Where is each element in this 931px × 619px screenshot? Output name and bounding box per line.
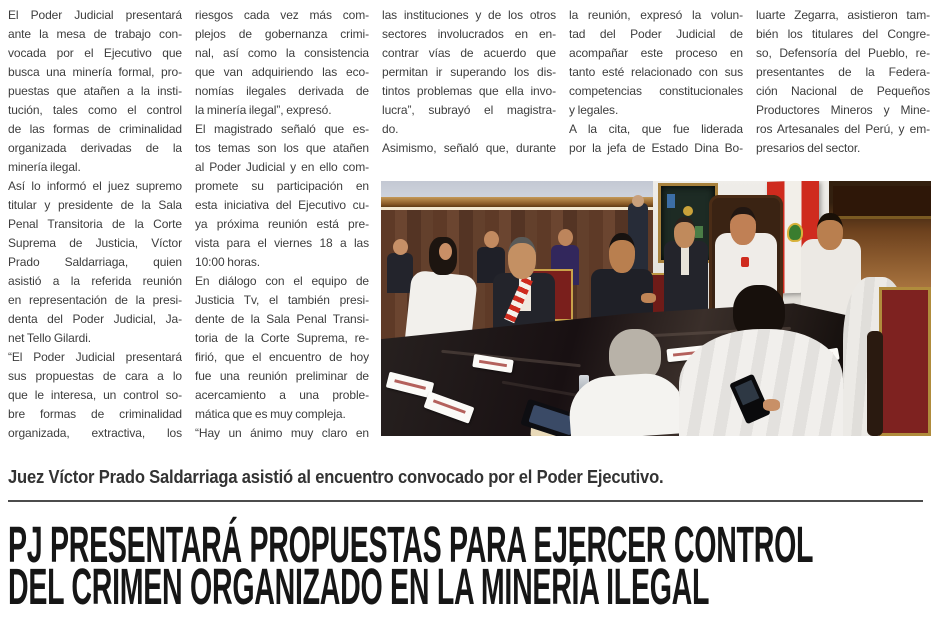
article-line: dente de la Sala Penal Transi-: [195, 312, 369, 326]
article-line: la minería ilegal”, expresó.: [195, 103, 332, 117]
article-line: tintos problemas que ella invo-: [382, 84, 556, 98]
article-line: al Poder Judicial y en ello com-: [195, 160, 369, 174]
article-line: Así lo informó el juez supremo: [8, 179, 182, 193]
article-line: en representación de la presi-: [8, 293, 182, 307]
article-line: organizada derivadas de la: [8, 141, 182, 155]
article-line: luarte Zegarra, asistieron tam-: [756, 8, 930, 22]
article-line: bién los titulares del Congre-: [756, 27, 930, 41]
article-line: 10:00 horas.: [195, 255, 261, 269]
article-line: ante la mesa de trabajo con-: [8, 27, 182, 41]
headline-line-2: DEL CRIMEN ORGANIZADO EN LA MINERÍA ILEGAL: [8, 558, 710, 615]
article-line: permitan ir superando los dis-: [382, 65, 556, 79]
article-line: ya próxima reunión está pre-: [195, 217, 369, 231]
article-line: promete su participación en: [195, 179, 369, 193]
article-column-1: [8, 6, 182, 443]
article-line: titular y presidente de la Sala: [8, 198, 182, 212]
article-line: ros Artesanales del Perú, y em-: [756, 122, 930, 136]
chair-wood-arm: [867, 331, 883, 436]
article-column-2: [195, 6, 369, 443]
article-line: tad del Poder Judicial de: [569, 27, 743, 41]
article-line: las instituciones y de los otros: [382, 8, 556, 22]
flag-coat-of-arms: [787, 223, 803, 243]
article-line: vocada por el Ejecutivo que: [8, 46, 182, 60]
article-line: Suprema de Justicia, Víctor: [8, 236, 182, 250]
attendee-head: [558, 229, 573, 246]
article-line: “Hay un ánimo muy claro en: [195, 426, 369, 440]
article-line: “El Poder Judicial presentará: [8, 350, 182, 364]
foreground-puffer-jacket: [679, 329, 843, 436]
article-line: sectores involucrados en en-: [382, 27, 556, 41]
gesturing-attendee-head: [609, 233, 635, 273]
article-line: so, Defensoría del Pueblo, re-: [756, 46, 930, 60]
article-line: presarios del sector.: [756, 141, 861, 155]
security-guard-head: [632, 195, 644, 207]
article-line: por la jefa de Estado Dina Bo-: [569, 141, 743, 155]
article-line: que van adquiriendo las eco-: [195, 65, 369, 79]
article-line: Productores Mineros y Mine-: [756, 103, 930, 117]
article-line: net Tello Gilardi.: [8, 331, 92, 345]
article-line: lucra”, subrayó el magistra-: [382, 103, 556, 117]
article-line: busca una minería formal, pro-: [8, 65, 182, 79]
article-column-3: [382, 6, 556, 158]
woman-face: [439, 243, 452, 260]
hand: [763, 399, 780, 411]
article-line: acercamiento a una proble-: [195, 388, 369, 402]
article-line: nomías ilegales derivada de: [195, 84, 369, 98]
article-line: presentantes de la Federa-: [756, 65, 930, 79]
article-line: mática que es muy compleja.: [195, 407, 346, 421]
article-line: A la cita, que fue liderada: [569, 122, 743, 136]
article-line: contrar vías de acuerdo que: [382, 46, 556, 60]
suited-attendee-shirt: [681, 245, 689, 275]
article-line: sus propuestas de cara a lo: [8, 369, 182, 383]
article-line: En diálogo con el equipo de: [195, 274, 369, 288]
article-line: Penal Transitoria de la Corte: [8, 217, 182, 231]
headline-line-1: PJ PRESENTARÁ PROPUESTAS PARA EJERCER CONTROL: [8, 516, 814, 573]
article-line: do.: [382, 122, 399, 136]
article-line: riesgos cada vez más com-: [195, 8, 369, 22]
article-line: fue una reunión preliminar de: [195, 369, 369, 383]
article-line: nal, así como la consistencia: [195, 46, 369, 60]
article-column-4: [569, 6, 743, 158]
article-line: vista para el viernes 18 a las: [195, 236, 369, 250]
meeting-photo: [381, 181, 931, 436]
article-line: Justicia Tv, el también presi-: [195, 293, 369, 307]
article-line: asistió a la referida reunión: [8, 274, 182, 288]
suited-attendee-head: [674, 217, 695, 248]
article-line: minería ilegal.: [8, 160, 81, 174]
article-line: firió, que el encuentro de hoy: [195, 350, 369, 364]
article-line: la reunión, expresó la volun-: [569, 8, 743, 22]
article-line: Prado Saldarriaga, quien: [8, 255, 182, 269]
article-line: ción Nacional de Pequeños: [756, 84, 930, 98]
article-line: esta iniciativa del Ejecutivo cu-: [195, 198, 369, 212]
article-line: tanto esté relacionado con sus: [569, 65, 743, 79]
article-line: El magistrado señaló que es-: [195, 122, 369, 136]
white-jacket-attendee-head: [817, 213, 843, 250]
ornate-red-chair: [879, 287, 931, 436]
article-line: que le interesa, un control so-: [8, 388, 182, 402]
article-column-5: [756, 6, 930, 158]
article-line: Asimismo, señaló que, durante: [382, 141, 556, 155]
article-line: tos temas son los que atañen: [195, 141, 369, 155]
article-line: El Poder Judicial presentará: [8, 8, 182, 22]
article-line: competencias constitucionales: [569, 84, 743, 98]
article-line: plejos de gobernanza crimi-: [195, 27, 369, 41]
headline: [8, 516, 931, 615]
photo-caption: Juez Víctor Prado Saldarriaga asistió al encuentro convocado por el Poder Ejecutivo.: [8, 467, 664, 487]
attendee-suit: [387, 253, 413, 293]
article-line: bre formas de criminalidad: [8, 407, 182, 421]
article-line: de las formas de criminalidad: [8, 122, 182, 136]
article-line: organizada, extractiva, los: [8, 426, 182, 440]
article-line: tución, tales como el control: [8, 103, 182, 117]
article-line: acompañar este proceso en: [569, 46, 743, 60]
console-table: [833, 186, 931, 219]
article-line: puestas que atañen a la insti-: [8, 84, 182, 98]
ceiling: [381, 181, 691, 197]
article-line: y legales.: [569, 103, 619, 117]
divider-rule: [8, 500, 923, 502]
president-head: [730, 207, 756, 245]
attendee-head: [484, 231, 499, 248]
gesturing-hand: [641, 293, 656, 303]
article-line: denta del Poder Judicial, Ja-: [8, 312, 182, 326]
article-line: toria de la Corte Suprema, re-: [195, 331, 369, 345]
judge-head: [508, 237, 536, 279]
president-jacket-emblem: [741, 257, 749, 267]
attendee-head: [393, 239, 408, 255]
